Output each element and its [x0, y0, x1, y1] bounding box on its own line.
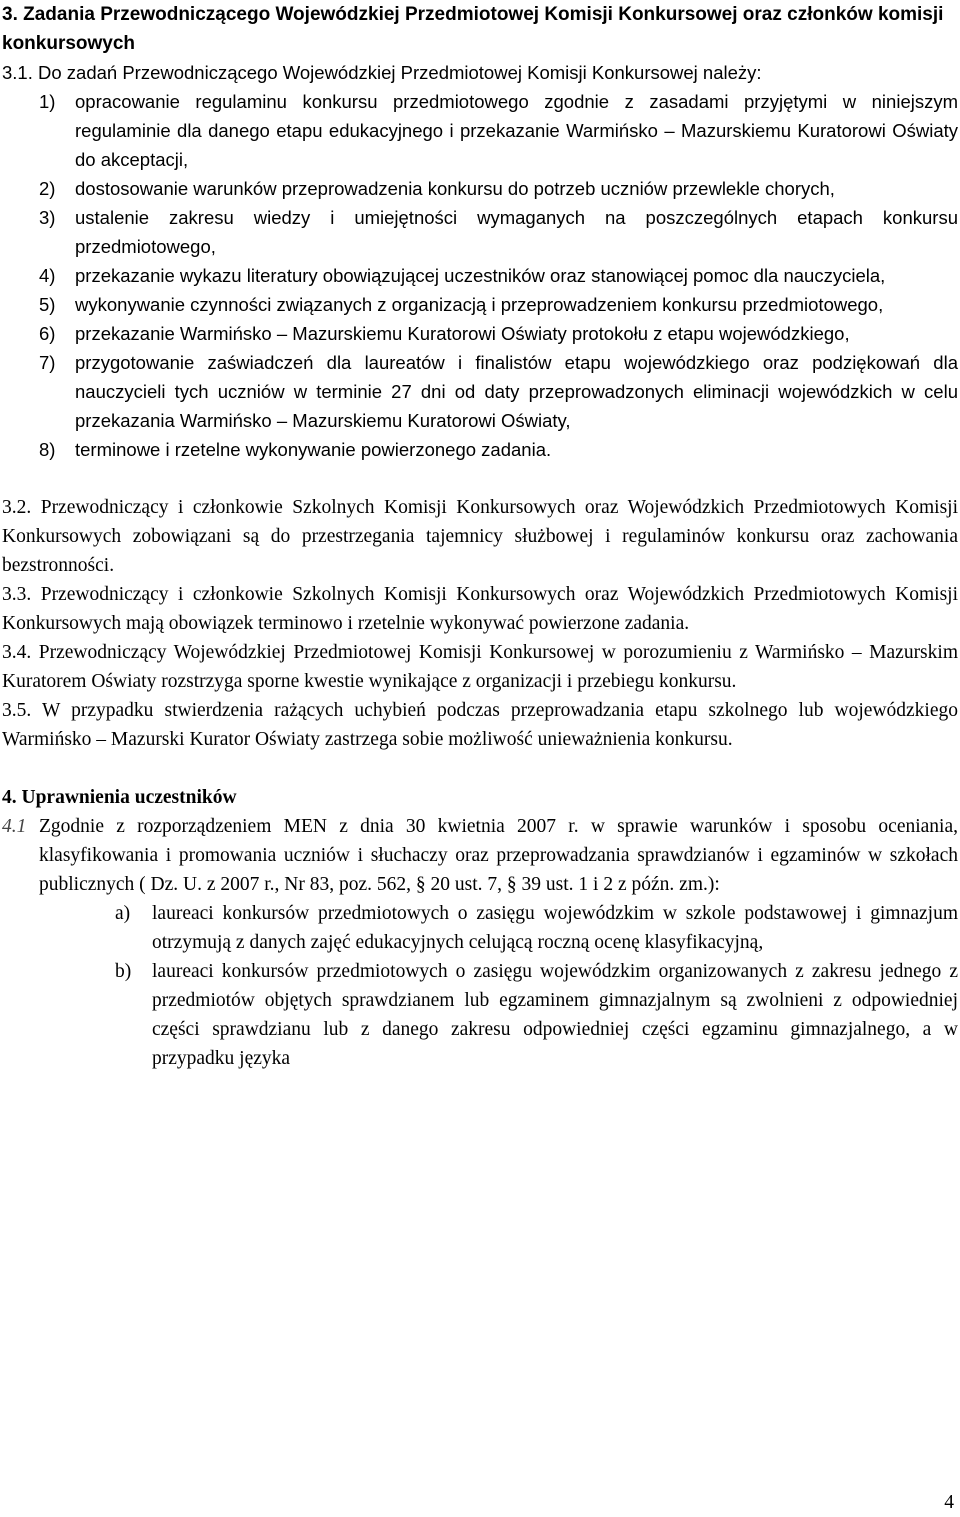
paragraph-3-3: 3.3. Przewodniczący i członkowie Szkolnych Komisji Konkursowych oraz Wojewódzkich Przedmiotowych Komisji Konkursowych mają obowiązek terminowo i rzetelnie wykonywać powierzone zadania.: [2, 584, 958, 634]
paragraph-3-2: 3.2. Przewodniczący i członkowie Szkolnych Komisji Konkursowych oraz Wojewódzkich Przedmiotowych Komisji Konkursowych zobowiązani są do przestrzegania tajemnicy służbowej i regulaminów konkursu oraz zachowania bezstronności.: [2, 497, 958, 576]
section-4-1-list: [2, 899, 958, 1073]
section-3-heading: 3. Zadania Przewodniczącego Wojewódzkiej Przedmiotowej Komisji Konkursowej oraz członków komisji konkursowych: [2, 4, 944, 54]
spacer: [2, 754, 958, 783]
spacer: [2, 464, 958, 493]
paragraph-4-1-number: 4.1: [2, 816, 27, 837]
list-item: 8) terminowe i rzetelne wykonywanie powierzonego zadania.: [39, 439, 552, 460]
list-item: 2) dostosowanie warunków przeprowadzenia konkursu do potrzeb uczniów przewlekle chorych,: [39, 178, 835, 199]
page-number: 4: [944, 1492, 954, 1513]
section-3-1-list: [2, 87, 958, 464]
list-item: 6) przekazanie Warmińsko – Mazurskiemu Kuratorowi Oświaty protokołu z etapu wojewódzkiego,: [39, 323, 850, 344]
paragraph-4-1: [2, 812, 958, 899]
list-item: 7) przygotowanie zaświadczeń dla laureatów i finalistów etapu wojewódzkiego oraz podziękowań dla nauczycieli tych uczniów w terminie 27 dni od daty przeprowadzonych eliminacji wojewódzkich w celu przekazania Warmińsko – Mazurskiemu Kuratorowi Oświaty,: [39, 352, 958, 431]
section-4-heading: 4. Uprawnienia uczestników: [2, 787, 237, 808]
paragraph-3-5: 3.5. W przypadku stwierdzenia rażących uchybień podczas przeprowadzania etapu szkolnego lub wojewódzkiego Warmińsko – Mazurski Kurator Oświaty zastrzega sobie możliwość unieważnienia konkursu.: [2, 700, 958, 750]
list-item: a) laureaci konkursów przedmiotowych o zasięgu wojewódzkim w szkole podstawowej i gimnazjum otrzymują z danych zajęć edukacyjnych celującą roczną ocenę klasyfikacyjną,: [115, 903, 958, 953]
paragraph-3-4: 3.4. Przewodniczący Wojewódzkiej Przedmiotowej Komisji Konkursowej w porozumieniu z Warmińsko – Mazurskim Kuratorem Oświaty rozstrzyga sporne kwestie wynikające z organizacji i przebiegu konkursu.: [2, 642, 958, 692]
list-item: b) laureaci konkursów przedmiotowych o zasięgu wojewódzkim organizowanych z zakresu jednego z przedmiotów objętych sprawdzianem lub egzaminem gimnazjalnym są zwolnieni z odpowiedniej części sprawdzianu lub z danego zakresu odpowiedniej części egzaminu gimnazjalnego, a w przypadku języka: [115, 961, 958, 1069]
list-item: 5) wykonywanie czynności związanych z organizacją i przeprowadzeniem konkursu przedmiotowego,: [39, 294, 884, 315]
list-item: 1) opracowanie regulaminu konkursu przedmiotowego zgodnie z zasadami przyjętymi w niniejszym regulaminie dla danego etapu edukacyjnego i przekazanie Warmińsko – Mazurskiemu Kuratorowi Oświaty do akceptacji,: [39, 91, 958, 170]
paragraph-4-1-text: Zgodnie z rozporządzeniem MEN z dnia 30 kwietnia 2007 r. w sprawie warunków i sposobu oceniania, klasyfikowania i promowania uczniów i słuchaczy oraz przeprowadzania sprawdzianów i egzaminów w szkołach publicznych ( Dz. U. z 2007 r., Nr 83, poz. 562, § 20 ust. 7, § 39 ust. 1 i 2 z późn. zm.):: [39, 816, 958, 895]
list-item: 3) ustalenie zakresu wiedzy i umiejętności wymaganych na poszczególnych etapach konkursu przedmiotowego,: [39, 207, 958, 257]
paragraph-3-1-intro: 3.1. Do zadań Przewodniczącego Wojewódzkiej Przedmiotowej Komisji Konkursowej należy:: [2, 62, 762, 83]
list-item: 4) przekazanie wykazu literatury obowiązującej uczestników oraz stanowiącej pomoc dla nauczyciela,: [39, 265, 886, 286]
